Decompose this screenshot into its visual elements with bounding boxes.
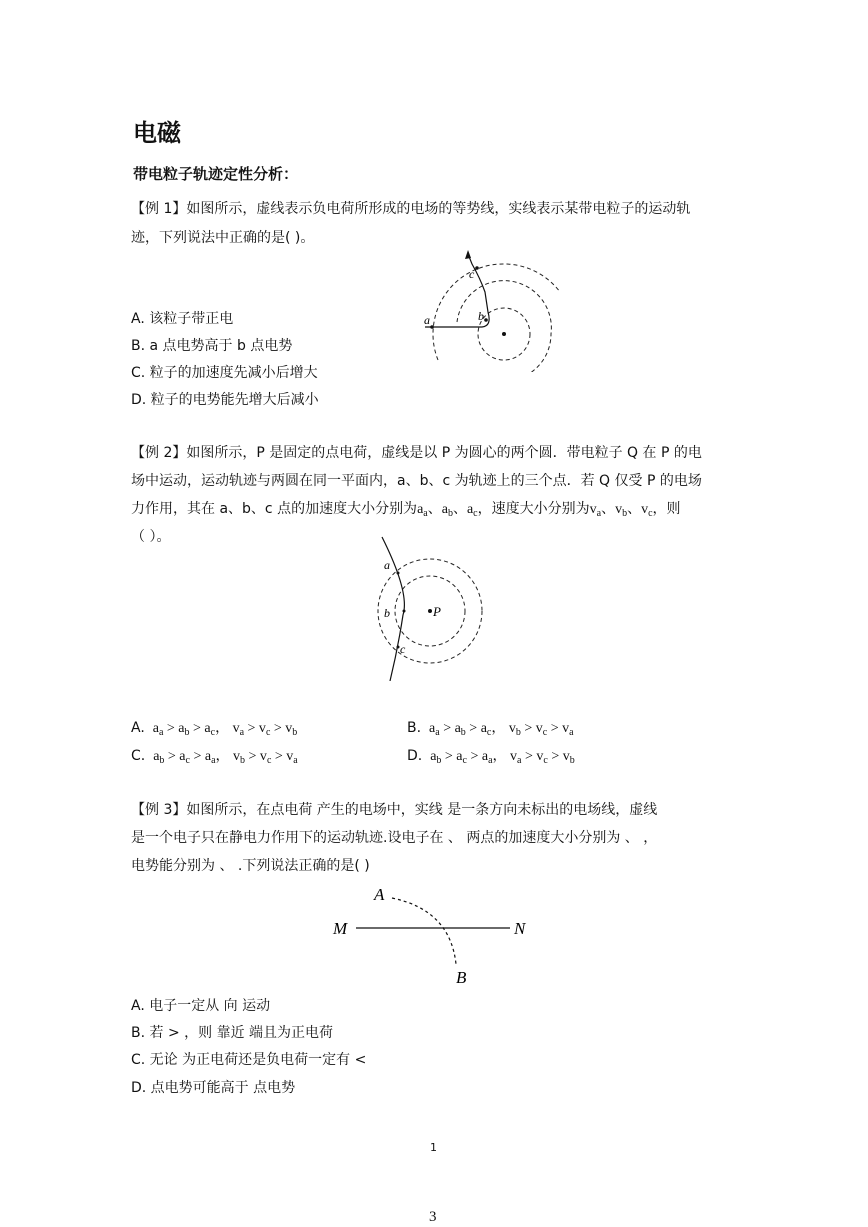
- ex3-label-a: A: [374, 885, 385, 904]
- ex2-figure: [360, 533, 490, 681]
- ex2-label-p: P: [433, 604, 441, 619]
- ex2-line2: 场中运动，运动轨迹与两圆在同一平面内，a、b、c 为轨迹上的三个点．若 Q 仅受 P 的电场: [131, 473, 702, 489]
- ex1-label-a: a: [424, 313, 430, 327]
- ex3-option-c: C. 无论 为正电荷还是负电荷一定有 <: [131, 1052, 367, 1068]
- ex1-charge-dot: [502, 332, 506, 336]
- ex1-option-a: A. 该粒子带正电: [131, 311, 234, 327]
- ex1-label-b: b: [478, 309, 484, 323]
- ex1-line1: 【例 1】如图所示，虚线表示负电荷所形成的电场的等势线，实线表示某带电粒子的运动轨: [131, 201, 691, 217]
- ex1-arrow: [465, 250, 471, 259]
- ex1-equipotential-outer: [433, 264, 560, 360]
- ex2-charge-dot: [428, 609, 432, 613]
- ex1-line2: 迹，下列说法中正确的是( )。: [131, 230, 315, 246]
- ex3-label-n: N: [514, 919, 526, 938]
- ex3-line2: 是一个电子只在静电力作用下的运动轨迹.设电子在 、 两点的加速度大小分别为 、 ，: [131, 830, 658, 846]
- ex2-label-a: a: [384, 558, 390, 572]
- ex3-option-d: D. 点电势可能高于 点电势: [131, 1080, 296, 1096]
- ex3-label-m: M: [333, 919, 348, 938]
- ex2-label-b: b: [384, 606, 390, 620]
- ex3-trajectory: [392, 898, 456, 964]
- ex3-option-b: B. 若 > ，则 靠近 端且为正电荷: [131, 1025, 334, 1041]
- ex1-figure: [410, 242, 560, 372]
- ex1-equipotential-middle: [457, 281, 551, 372]
- ex2-line1: 【例 2】如图所示，P 是固定的点电荷，虚线是以 P 为圆心的两个圆．带电粒子 Q 在 P 的电: [131, 445, 702, 461]
- ex2-option-a: A. $a_a > a_b > a_c$， $v_a > v_c > v_b$: [131, 720, 298, 738]
- ex3-line3: 电势能分别为 、 .下列说法正确的是( ): [131, 858, 370, 874]
- ex2-label-c: c: [400, 642, 406, 656]
- ex3-line1: 【例 3】如图所示，在点电荷 产生的电场中，实线 是一条方向未标出的电场线，虚线: [131, 802, 658, 818]
- page-number: 1: [430, 1141, 437, 1154]
- section-title: 电磁: [133, 119, 181, 147]
- ex2-option-d: D. $a_b > a_c > a_a$， $v_a > v_c > v_b$: [407, 748, 575, 766]
- ex2-line3: 力作用，其在 a、b、c 点的加速度大小分别为$a_a$、$a_b$、$a_c$，速度大小分别为$v_a$、$v_b$、$v_c$，则: [131, 501, 681, 519]
- ex1-option-c: C. 粒子的加速度先减小后增大: [131, 365, 318, 381]
- ex3-option-a: A. 电子一定从 向 运动: [131, 998, 271, 1014]
- ex1-label-c: c: [469, 267, 475, 281]
- footer-number: 3: [429, 1209, 437, 1225]
- ex2-line4: （ ）。: [131, 529, 171, 545]
- ex3-figure: [330, 882, 540, 990]
- ex2-option-b: B. $a_a > a_b > a_c$， $v_b > v_c > v_a$: [407, 720, 574, 738]
- subtitle: 带电粒子轨迹定性分析：: [133, 165, 299, 183]
- ex2-option-c: C. $a_b > a_c > a_a$， $v_b > v_c > v_a$: [131, 748, 298, 766]
- ex3-label-b: B: [456, 968, 467, 987]
- ex1-option-d: D. 粒子的电势能先增大后减小: [131, 392, 319, 408]
- ex1-option-b: B. a 点电势高于 b 点电势: [131, 338, 293, 354]
